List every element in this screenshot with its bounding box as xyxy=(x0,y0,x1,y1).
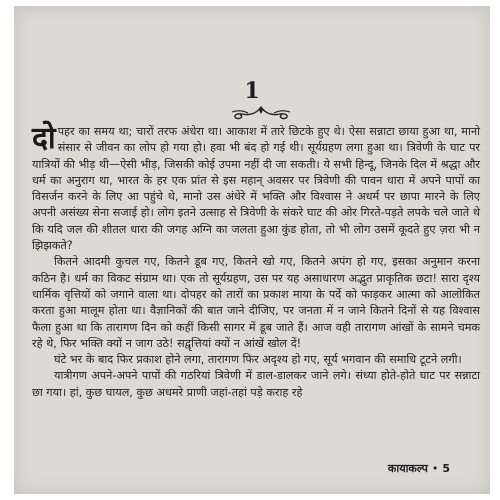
paragraph-3: घंटे भर के बाद फिर प्रकाश होने लगा, तारागण फिर अदृश्य हो गए, सूर्य भगवान की समाधि टूटने लगी। xyxy=(54,353,462,367)
book-page xyxy=(14,6,490,494)
footer-separator: • xyxy=(431,462,439,475)
paragraph-1-text: पहर का समय था; चारों तरफ अंधेरा था। आकाश में तारे छिटके हुए थे। ऐसा सन्नाटा छाया हुआ था, मानो संसार से जीवन का लोप हो गया हो। हवा भी बंद हो गई थी। सूर्यग्रहण लगा हुआ था। त्रिवेणी के घाट पर यात्रियों की भीड़ थी—ऐसी भीड़, जिसकी कोई उपमा नहीं दी जा सकती। ये सभी हिन्दू, जिनके दिल में श्रद्धा और धर्म का अनुराग था, भारत के हर एक प्रांत से इस महान् अवसर पर त्रिवेणी की पावन धारा में अपने पापों का विसर्जन करने के लिए आ पहुंचे थे, मानो उस अंधेरे में भक्ति और विश्वास ने अधर्म पर छापा मारने के लिए अपनी असंख्य सेना सजाई हो। लोग इतने उत्साह से त्रिवेणी के संकरे घाट की ओर गिरते-पड़ते लपके चले जाते थे कि यदि जल की शीतल धारा की जगह अग्नि का जलता हुआ कुंड होता, तो भी लोग उसमें कूदते हुए ज़रा भी न झिझकते? xyxy=(32,125,480,253)
paragraph-2: कितने आदमी कुचल गए, कितने डूब गए, कितने खो गए, कितने अपंग हो गए, इसका अनुमान करना कठिन है। धर्म का विकट संग्राम था। एक तो सूर्यग्रहण, उस पर यह असाधारण अद्भुत प्राकृतिक छटा! सारा दृश्य धार्मिक वृत्तियों को जगाने वाला था। दोपहर को तारों का प्रकाश माया के पर्दे को फाड़कर आत्मा को आलोकित करता हुआ मालूम होता था। वैज्ञानिकों की बात जाने दीजिए, पर जनता में न जाने कितने दिनों से यह विश्वास फैला हुआ था कि तारागण दिन को कहीं किसी सागर में डूब जाते हैं। आज वही तारागण आंखों के सामने चमक रहे थे, फिर भक्ति क्यों न जाग उठे! सद्वृत्तियां क्यों न आंखें खोल दें! xyxy=(32,255,480,350)
chapter-body xyxy=(32,121,480,401)
flourish-ornament-icon xyxy=(230,104,292,120)
page-number: 5 xyxy=(442,462,450,475)
chapter-number: 1 xyxy=(244,78,260,104)
book-title: कायाकल्प xyxy=(387,462,428,475)
paragraph-1 xyxy=(32,121,480,254)
paragraph-4: यात्रीगण अपने-अपने पापों की गठरियां त्रिवेणी में डाल-डालकर जाने लगे। संध्या होते-होते घाट पर सन्नाटा छा गया। हां, कुछ घायल, कुछ अधमरे प्राणी जहां-तहां पड़े कराह रहे xyxy=(32,369,480,399)
page-footer xyxy=(388,461,450,476)
drop-cap: दो xyxy=(32,121,56,156)
